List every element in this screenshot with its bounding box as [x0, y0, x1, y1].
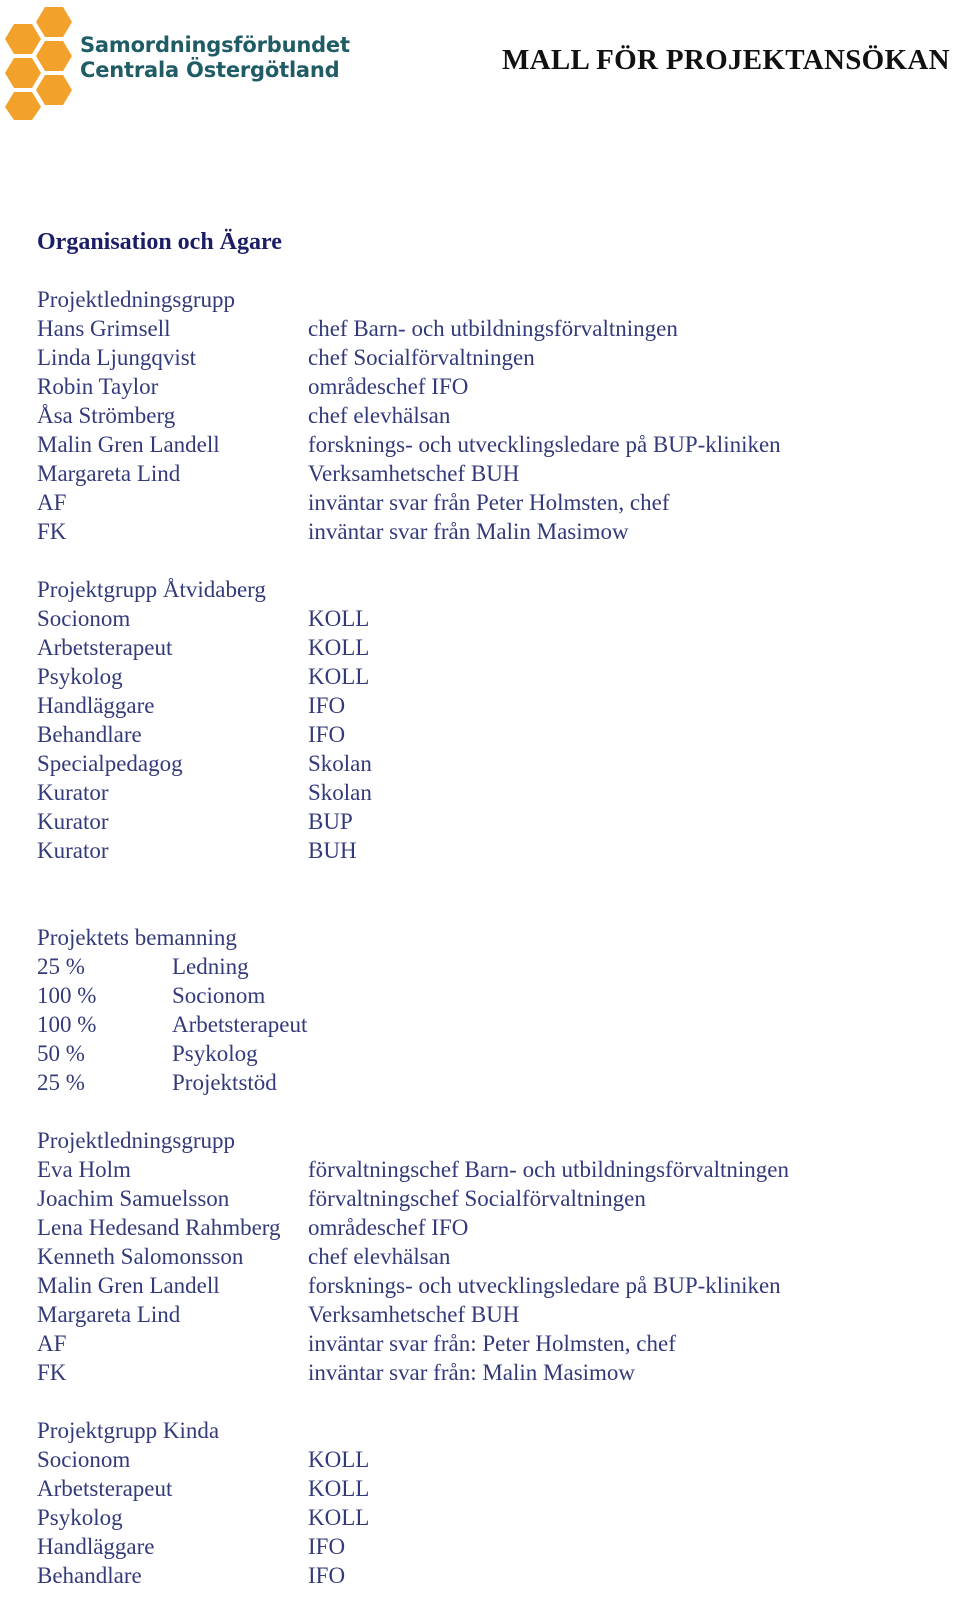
row-label: Eva Holm — [37, 1157, 131, 1182]
content-block — [37, 923, 937, 1097]
table-row — [37, 836, 937, 865]
table-row — [37, 1213, 937, 1242]
row-label: Margareta Lind — [37, 461, 181, 486]
row-label: Kurator — [37, 838, 109, 863]
page-header — [0, 0, 960, 130]
row-label: Handläggare — [37, 693, 155, 718]
content-block — [37, 1126, 937, 1387]
row-value: Verksamhetschef BUH — [308, 1302, 520, 1327]
row-value: IFO — [308, 693, 346, 718]
row-value: Ledning — [172, 954, 249, 979]
row-value: Socionom — [172, 983, 266, 1008]
row-value: KOLL — [308, 635, 370, 660]
table-row — [37, 1068, 937, 1097]
table-row — [37, 604, 937, 633]
table-row — [37, 1010, 937, 1039]
row-label: Lena Hedesand Rahmberg — [37, 1215, 281, 1240]
organization-logo — [0, 0, 400, 125]
row-label: 50 % — [37, 1041, 85, 1066]
logo-text — [80, 33, 350, 83]
row-label: Behandlare — [37, 722, 142, 747]
row-value: KOLL — [308, 1447, 370, 1472]
row-value: inväntar svar från: Malin Masimow — [308, 1360, 636, 1385]
row-label: AF — [37, 490, 67, 515]
row-label: FK — [37, 519, 67, 544]
row-label: 25 % — [37, 1070, 85, 1095]
section-heading: Organisation och Ägare — [37, 229, 282, 255]
row-value: förvaltningschef Barn- och utbildningsförvaltningen — [308, 1157, 789, 1182]
table-row — [37, 778, 937, 807]
row-label: Arbetsterapeut — [37, 635, 173, 660]
table-row — [37, 662, 937, 691]
row-label: Malin Gren Landell — [37, 432, 220, 457]
row-value: IFO — [308, 722, 346, 747]
row-value: områdeschef IFO — [308, 374, 469, 399]
row-label: Kurator — [37, 780, 109, 805]
content-block — [37, 285, 937, 546]
row-value: Arbetsterapeut — [172, 1012, 308, 1037]
row-label: Malin Gren Landell — [37, 1273, 220, 1298]
table-row — [37, 314, 937, 343]
row-label: FK — [37, 1360, 67, 1385]
row-label: Specialpedagog — [37, 751, 183, 776]
row-label: Psykolog — [37, 664, 123, 689]
row-label: Kurator — [37, 809, 109, 834]
row-value: BUH — [308, 838, 357, 863]
row-value: chef elevhälsan — [308, 1244, 451, 1269]
row-label: Psykolog — [37, 1505, 123, 1530]
row-label: Linda Ljungqvist — [37, 345, 197, 370]
block-title: Projektets bemanning — [37, 925, 237, 950]
table-row — [37, 1474, 937, 1503]
table-row — [37, 633, 937, 662]
table-row — [37, 1329, 937, 1358]
table-row — [37, 430, 937, 459]
row-value: chef elevhälsan — [308, 403, 451, 428]
table-row — [37, 952, 937, 981]
row-label: 100 % — [37, 1012, 97, 1037]
table-row — [37, 459, 937, 488]
table-row — [37, 807, 937, 836]
row-label: Robin Taylor — [37, 374, 159, 399]
row-value: IFO — [308, 1534, 346, 1559]
table-row — [37, 1358, 937, 1387]
table-row — [37, 691, 937, 720]
row-label: Kenneth Salomonsson — [37, 1244, 244, 1269]
row-value: KOLL — [308, 606, 370, 631]
row-label: Hans Grimsell — [37, 316, 171, 341]
row-value: områdeschef IFO — [308, 1215, 469, 1240]
row-value: KOLL — [308, 1505, 370, 1530]
content-block — [37, 1416, 937, 1590]
table-row — [37, 517, 937, 546]
table-row — [37, 1184, 937, 1213]
table-row — [37, 1561, 937, 1590]
table-row — [37, 488, 937, 517]
row-label: Socionom — [37, 606, 131, 631]
table-row — [37, 1039, 937, 1068]
row-value: Projektstöd — [172, 1070, 277, 1095]
row-value: Skolan — [308, 780, 372, 805]
row-label: Handläggare — [37, 1534, 155, 1559]
row-value: IFO — [308, 1563, 346, 1588]
row-value: Psykolog — [172, 1041, 258, 1066]
row-value: BUP — [308, 809, 353, 834]
row-label: Socionom — [37, 1447, 131, 1472]
logo-line-2: Centrala Östergötland — [80, 58, 340, 82]
row-value: inväntar svar från: Peter Holmsten, chef — [308, 1331, 676, 1356]
row-value: chef Socialförvaltningen — [308, 345, 535, 370]
table-row — [37, 981, 937, 1010]
honeycomb-logo-icon — [0, 0, 80, 125]
table-row — [37, 1445, 937, 1474]
row-label: 100 % — [37, 983, 97, 1008]
row-label: Joachim Samuelsson — [37, 1186, 230, 1211]
table-row — [37, 1271, 937, 1300]
row-label: Margareta Lind — [37, 1302, 181, 1327]
table-row — [37, 1242, 937, 1271]
row-label: Arbetsterapeut — [37, 1476, 173, 1501]
block-title: Projektledningsgrupp — [37, 287, 236, 312]
table-row — [37, 720, 937, 749]
row-value: forsknings- och utvecklingsledare på BUP-kliniken — [308, 1273, 781, 1298]
content-block — [37, 575, 937, 865]
document-title: MALL FÖR PROJEKTANSÖKAN — [502, 44, 950, 76]
table-row — [37, 1532, 937, 1561]
row-label: AF — [37, 1331, 67, 1356]
row-value: Skolan — [308, 751, 372, 776]
row-label: 25 % — [37, 954, 85, 979]
block-title: Projektgrupp Åtvidaberg — [37, 577, 266, 602]
row-value: forsknings- och utvecklingsledare på BUP-kliniken — [308, 432, 781, 457]
row-value: förvaltningschef Socialförvaltningen — [308, 1186, 646, 1211]
table-row — [37, 372, 937, 401]
logo-line-1: Samordningsförbundet — [80, 33, 350, 57]
block-title: Projektgrupp Kinda — [37, 1418, 220, 1443]
row-value: inväntar svar från Malin Masimow — [308, 519, 629, 544]
table-row — [37, 1300, 937, 1329]
document-body — [37, 228, 937, 1619]
table-row — [37, 1155, 937, 1184]
row-value: chef Barn- och utbildningsförvaltningen — [308, 316, 678, 341]
row-value: Verksamhetschef BUH — [308, 461, 520, 486]
row-value: KOLL — [308, 1476, 370, 1501]
row-value: inväntar svar från Peter Holmsten, chef — [308, 490, 670, 515]
row-value: KOLL — [308, 664, 370, 689]
row-label: Behandlare — [37, 1563, 142, 1588]
table-row — [37, 1503, 937, 1532]
table-row — [37, 749, 937, 778]
block-title: Projektledningsgrupp — [37, 1128, 236, 1153]
table-row — [37, 343, 937, 372]
table-row — [37, 401, 937, 430]
row-label: Åsa Strömberg — [37, 403, 176, 428]
